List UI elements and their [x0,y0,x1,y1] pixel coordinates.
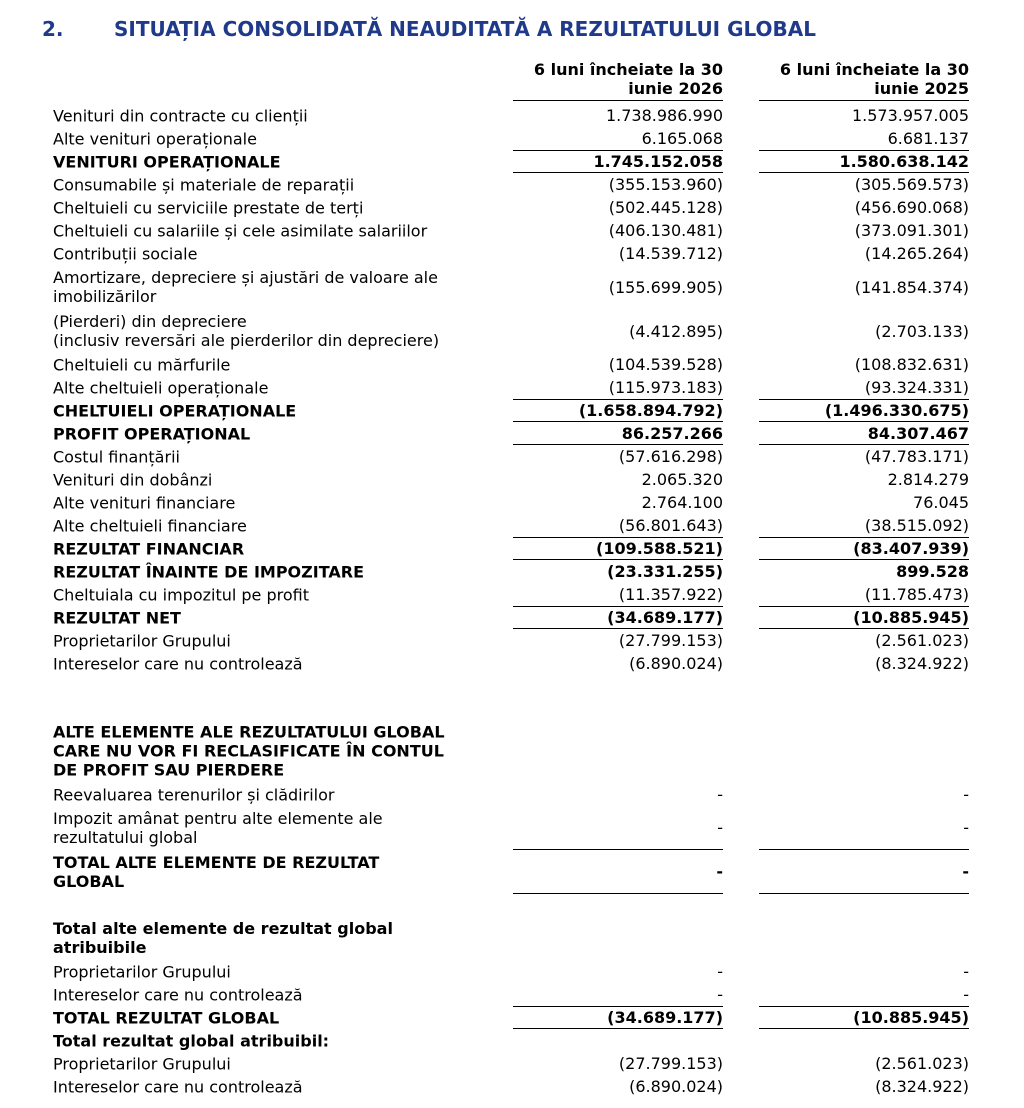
row-label [53,723,445,780]
value-2026: 2.065.320 [641,470,723,489]
section-title: SITUAȚIA CONSOLIDATĂ NEAUDITATĂ A REZULTATULUI GLOBAL [114,17,817,41]
value-2025: (8.324.922) [875,1077,969,1096]
row-label [53,608,181,627]
value-2026: (34.689.177) [513,606,723,629]
row-label-line: Total rezultat global atribuibil: [53,1031,330,1050]
value-2025: (1.496.330.675) [759,399,969,422]
total-row [0,422,1024,445]
row-label [53,919,393,957]
table-row [0,196,1024,219]
value-2025: (2.561.023) [875,1054,969,1073]
row-label [53,470,212,489]
row-label-line: Contribuții sociale [53,244,198,263]
value-2026: (11.357.922) [618,585,723,604]
table-row [0,583,1024,606]
table-row [0,353,1024,376]
value-2025: - [963,785,969,804]
value-2025: 2.814.279 [887,470,969,489]
value-2025: - [963,962,969,981]
row-label-line: Cheltuieli cu salariile și cele asimilate salariilor [53,221,428,240]
row-label-line: Alte venituri operaționale [53,129,257,148]
value-2026: (4.412.895) [629,321,723,341]
column-header-line: iunie 2025 [874,79,969,98]
value-2025: 84.307.467 [759,422,969,445]
spacer-row [0,894,1024,916]
row-label-line: Alte cheltuieli financiare [53,516,247,535]
value-2025 [759,1029,969,1052]
value-2025: (305.569.573) [854,175,969,194]
value-2026: (57.616.298) [618,447,723,466]
row-label-line: Amortizare, depreciere și ajustări de valoare ale [53,268,438,287]
row-label-line: Total alte elemente de rezultat global [53,919,393,938]
row-label [53,1008,279,1027]
value-2025: (93.324.331) [864,378,969,397]
value-2026: - [717,962,723,981]
value-2025 [759,719,969,783]
table-row [0,376,1024,399]
table-row [0,242,1024,265]
row-label-line: REZULTAT FINANCIAR [53,539,245,558]
table-row [0,1052,1024,1075]
value-2026: (6.890.024) [629,1077,723,1096]
value-2026: (27.799.153) [618,631,723,650]
value-2026: (1.658.894.792) [513,399,723,422]
row-label [53,1031,329,1050]
value-2025: (14.265.264) [864,244,969,263]
value-2025: 6.681.137 [887,129,969,148]
value-2026: (109.588.521) [513,537,723,560]
value-2026: - [717,785,723,804]
value-2026: 6.165.068 [641,129,723,148]
total-row [0,560,1024,583]
row-label-line: Intereselor care nu controlează [53,654,303,673]
row-label-line: Cheltuieli cu mărfurile [53,355,231,374]
value-2026: 1.738.986.990 [605,106,723,125]
row-label [53,962,231,981]
row-label-line: GLOBAL [53,872,125,891]
row-label-line: imobilizărilor [53,287,157,306]
row-label-line: Proprietarilor Grupului [53,1054,231,1073]
table-row [0,173,1024,196]
table-row [0,219,1024,242]
value-2026: (27.799.153) [618,1054,723,1073]
value-2026: 2.764.100 [641,493,723,512]
row-label [53,853,379,891]
row-label-line: Alte venituri financiare [53,493,236,512]
value-2025: - [759,806,969,850]
value-2025: (141.854.374) [854,277,969,297]
value-2025: 76.045 [913,493,969,512]
value-2026: 1.745.152.058 [513,150,723,173]
row-label [53,175,354,194]
value-2026 [513,916,723,960]
row-label [53,401,296,420]
column-headers [0,60,1024,102]
table-row [0,445,1024,468]
total-row [0,916,1024,960]
row-label-line: CARE NU VOR FI RECLASIFICATE ÎN CONTUL [53,741,444,761]
value-2026: - [513,850,723,894]
row-label-line: Impozit amânat pentru alte elemente ale [53,809,383,828]
row-label [53,447,180,466]
value-2026: (406.130.481) [608,221,723,240]
table-row [0,265,1024,309]
row-label [53,221,427,240]
row-label-line: Venituri din contracte cu clienții [53,106,308,125]
row-label [53,654,303,673]
section-heading [42,15,1002,45]
row-label-line: Reevaluarea terenurilor și clădirilor [53,785,335,804]
row-label [53,985,303,1004]
column-header-2026 [513,60,723,101]
value-2025: (8.324.922) [875,654,969,673]
value-2026: 86.257.266 [513,422,723,445]
row-label-line: Alte cheltuieli operaționale [53,378,269,397]
row-label-line: Venituri din dobânzi [53,470,213,489]
value-2026: (115.973.183) [608,378,723,397]
total-row [0,150,1024,173]
row-label [53,585,309,604]
row-label-line: TOTAL ALTE ELEMENTE DE REZULTAT [53,853,380,872]
row-label-line: Consumabile și materiale de reparații [53,175,355,194]
value-2026: - [513,806,723,850]
value-2025: (373.091.301) [854,221,969,240]
row-label [53,516,247,535]
value-2025: 1.573.957.005 [851,106,969,125]
row-label [53,312,439,350]
column-header-2025 [759,60,969,101]
table-row [0,104,1024,127]
row-label-line: atribuibile [53,938,147,957]
value-2025: (2.561.023) [875,631,969,650]
row-label-line: REZULTAT NET [53,608,181,627]
row-label-line: rezultatului global [53,828,198,847]
value-2026: - [717,985,723,1004]
row-label-line: PROFIT OPERAȚIONAL [53,424,251,443]
total-row [0,850,1024,894]
column-header-line: 6 luni încheiate la 30 [533,60,723,79]
row-label-line: Cheltuieli cu serviciile prestate de terți [53,198,364,217]
table-row [0,127,1024,150]
row-label [53,1054,231,1073]
table-row [0,783,1024,806]
value-2026: (502.445.128) [608,198,723,217]
total-row [0,719,1024,783]
table-row [0,309,1024,353]
row-label [53,809,383,847]
value-2025: (38.515.092) [864,516,969,535]
column-header-line: iunie 2026 [628,79,723,98]
row-label-line: Intereselor care nu controlează [53,1077,303,1096]
row-label [53,244,197,263]
value-2025: (2.703.133) [875,321,969,341]
value-2025 [759,916,969,960]
table-row [0,806,1024,850]
row-label [53,631,231,650]
value-2025: - [759,850,969,894]
value-2026: (355.153.960) [608,175,723,194]
row-label-line: DE PROFIT SAU PIERDERE [53,760,285,780]
section-number: 2. [42,17,64,41]
value-2026 [513,719,723,783]
row-label-line: VENITURI OPERAȚIONALE [53,152,281,171]
row-label [53,785,334,804]
value-2025: (108.832.631) [854,355,969,374]
row-label [53,198,363,217]
value-2026: (14.539.712) [618,244,723,263]
row-label-line: (Pierderi) din depreciere [53,312,247,331]
value-2025: (11.785.473) [864,585,969,604]
row-label-line: Cheltuiala cu impozitul pe profit [53,585,309,604]
row-label [53,378,268,397]
value-2026: (155.699.905) [608,277,723,297]
value-2026: (104.539.528) [608,355,723,374]
total-row [0,399,1024,422]
total-row [0,606,1024,629]
table-row [0,960,1024,983]
row-label [53,562,364,581]
table-row [0,1075,1024,1098]
table-row [0,468,1024,491]
value-2025: 899.528 [896,562,969,581]
row-label-line: REZULTAT ÎNAINTE DE IMPOZITARE [53,562,365,581]
value-2025: (83.407.939) [759,537,969,560]
row-label [53,424,250,443]
table-row [0,629,1024,652]
statement-table [0,104,1024,1098]
value-2026: (34.689.177) [513,1006,723,1029]
column-header-line: 6 luni încheiate la 30 [779,60,969,79]
row-label [53,539,244,558]
row-label-line: Proprietarilor Grupului [53,631,231,650]
row-label-line: CHELTUIELI OPERAȚIONALE [53,401,297,420]
value-2025: 1.580.638.142 [759,150,969,173]
row-label-line: ALTE ELEMENTE ALE REZULTATULUI GLOBAL [53,722,445,742]
row-label-line: TOTAL REZULTAT GLOBAL [53,1008,280,1027]
value-2025: (47.783.171) [864,447,969,466]
value-2026: (56.801.643) [618,516,723,535]
table-row [0,514,1024,537]
value-2026: (6.890.024) [629,654,723,673]
row-label-line: Proprietarilor Grupului [53,962,231,981]
value-2026: (23.331.255) [607,562,723,581]
total-row [0,1029,1024,1052]
value-2025: (10.885.945) [759,606,969,629]
table-row [0,491,1024,514]
row-label [53,129,257,148]
spacer-row [0,675,1024,697]
total-row [0,537,1024,560]
value-2025: (456.690.068) [854,198,969,217]
value-2026 [513,1029,723,1052]
row-label [53,1077,303,1096]
row-label [53,268,438,306]
row-label [53,152,281,171]
row-label-line: Intereselor care nu controlează [53,985,303,1004]
row-label-line: Costul finanțării [53,447,180,466]
value-2025: (10.885.945) [759,1006,969,1029]
table-row [0,983,1024,1006]
row-label-line: (inclusiv reversări ale pierderilor din depreciere) [53,331,440,350]
spacer-row [0,697,1024,719]
table-row [0,652,1024,675]
row-label [53,355,230,374]
row-label [53,493,235,512]
total-row [0,1006,1024,1029]
value-2025: - [963,985,969,1004]
row-label [53,106,308,125]
